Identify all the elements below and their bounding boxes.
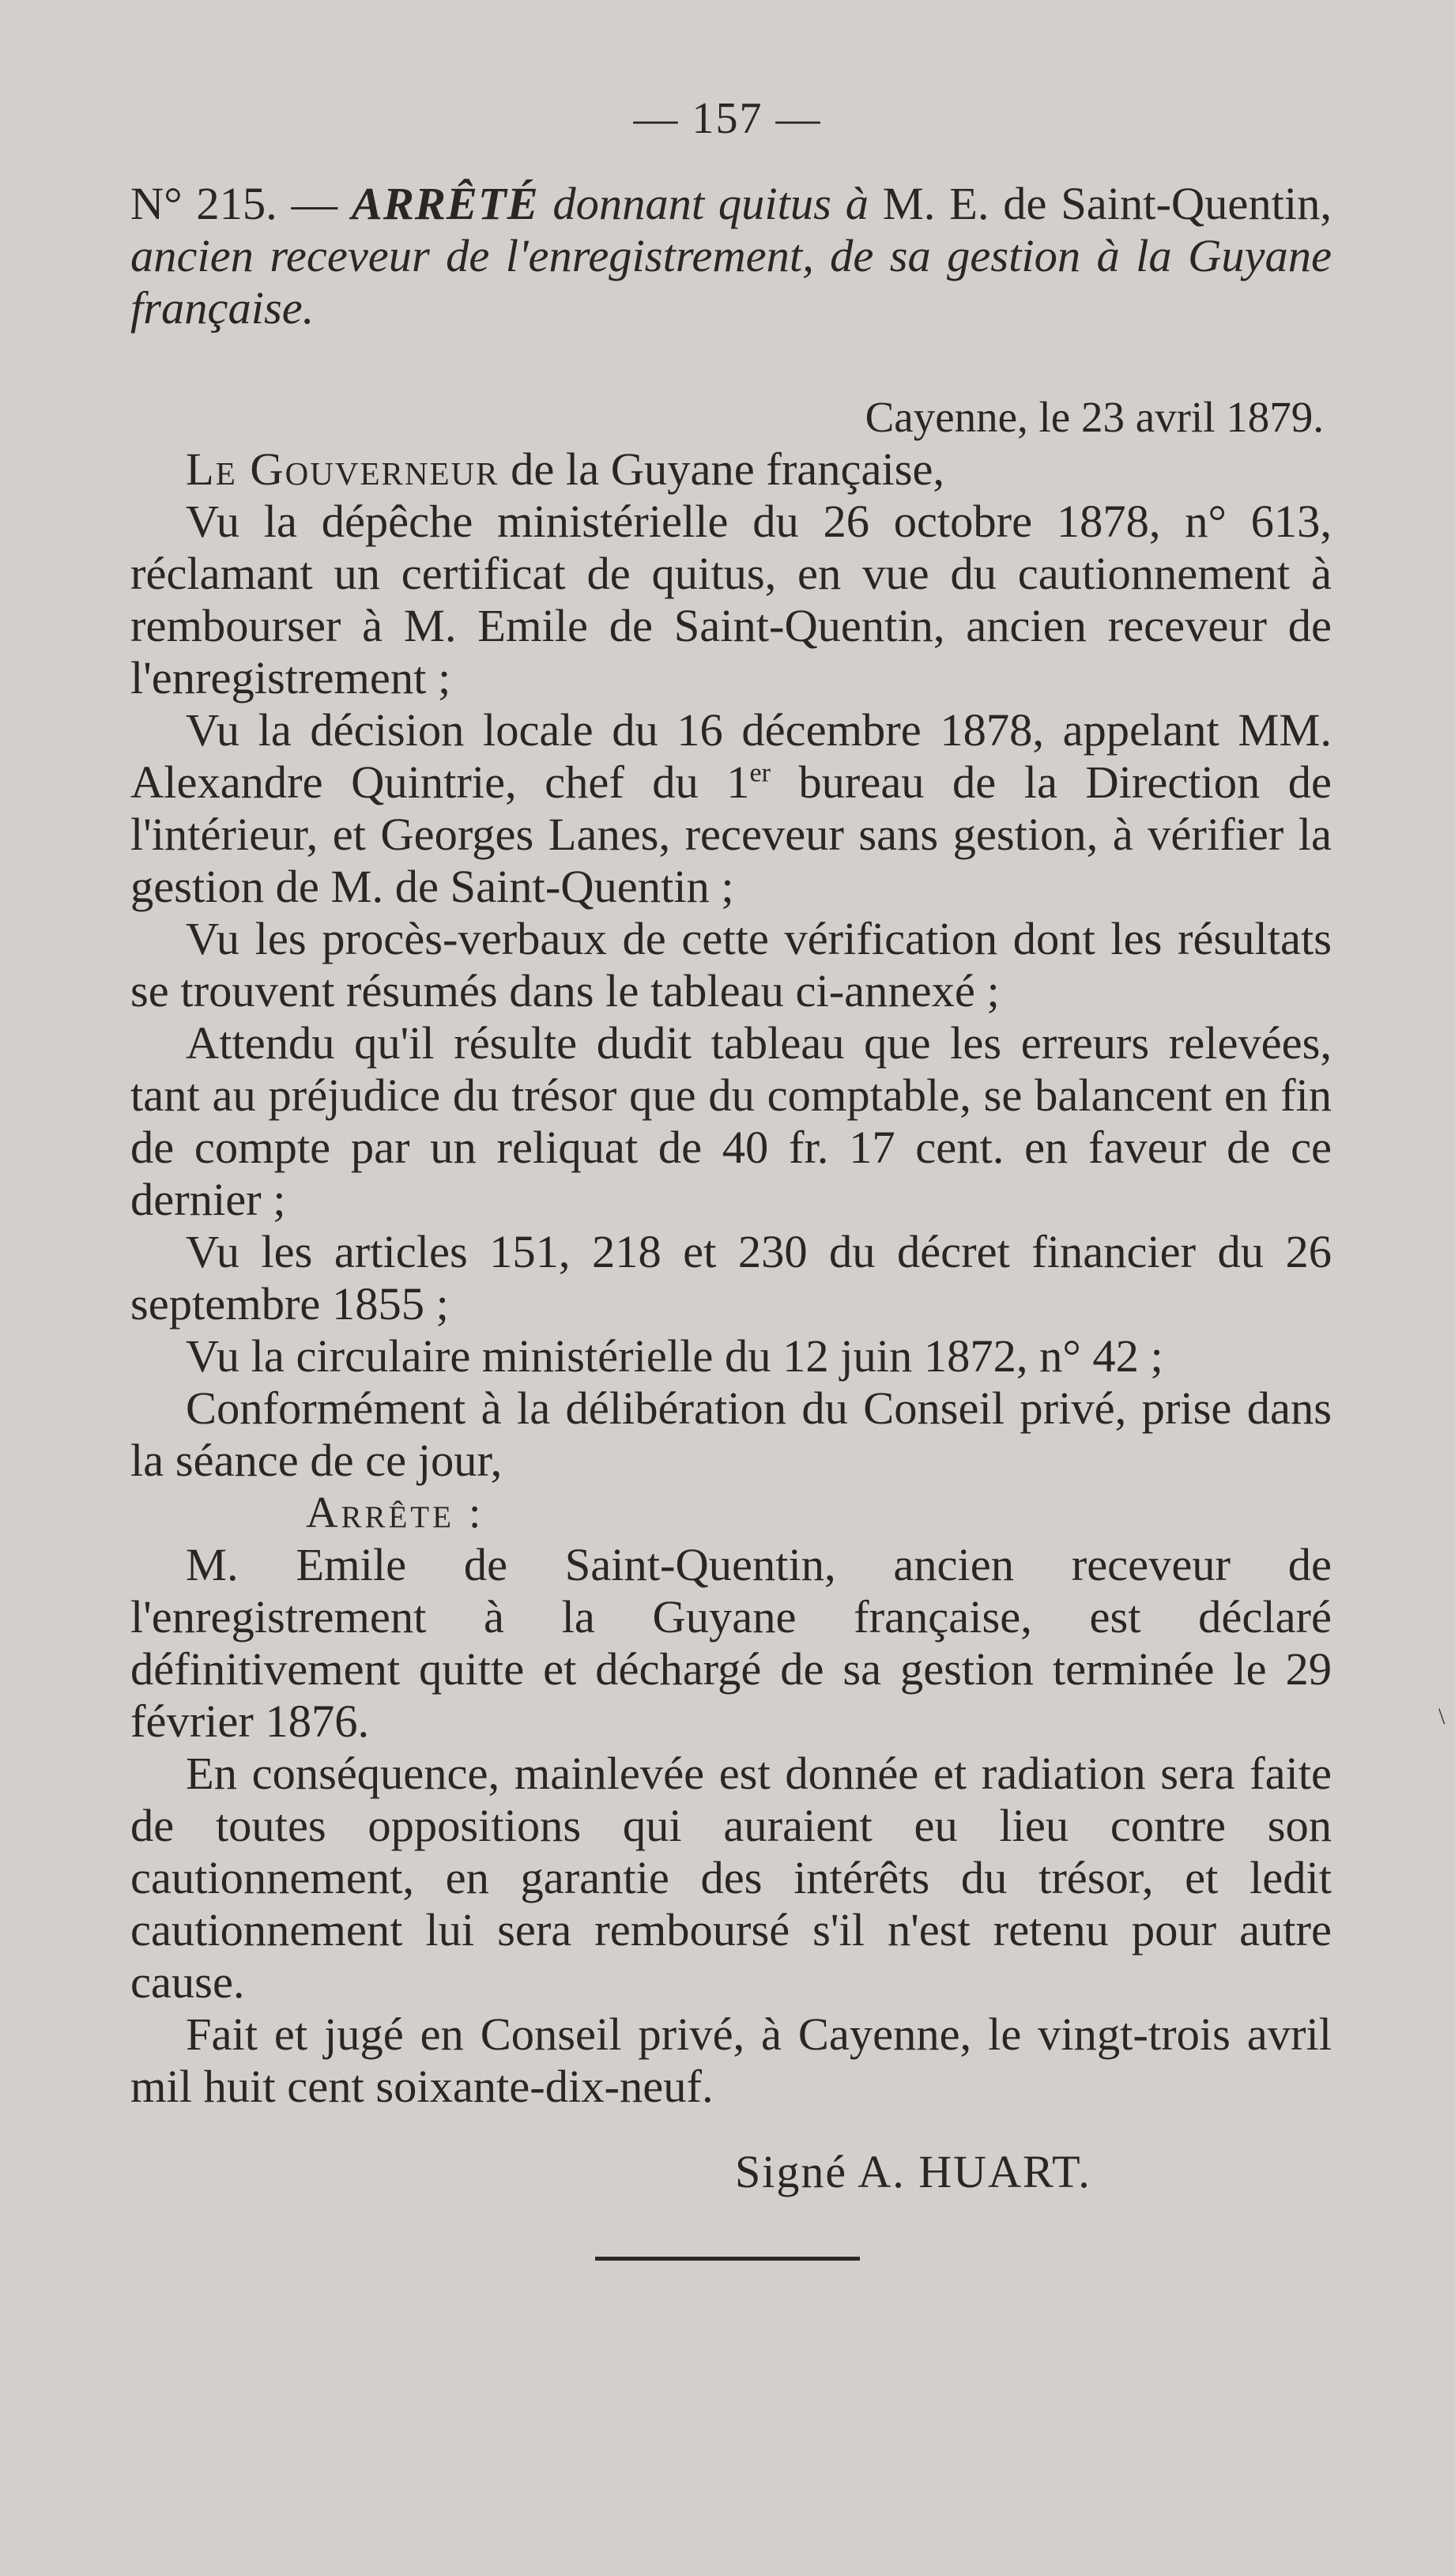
page-number: — 157 — (633, 94, 822, 143)
considerant-paragraph: Attendu qu'il résulte dudit tableau que les erreurs relevées, tant au préjudice du trésor que du comptable, se balancent en fin de compte par un reliquat de 40 fr. 17 cent. en faveur de ce dernier ; (130, 1017, 1332, 1225)
considerant-paragraph: Conformément à la délibération du Conseil privé, prise dans la séance de ce jour, (130, 1382, 1332, 1486)
title-text-b: ancien receveur de l'enregistrement, de sa gestion à la Guyane française. (130, 230, 1332, 334)
considerant-paragraph: Vu la circulaire ministérielle du 12 juin 1872, n° 42 ; (186, 1330, 1163, 1382)
governor-rest: de la Guyane française, (511, 443, 945, 495)
document-body (130, 178, 1332, 2198)
considerant-decision-paragraph (130, 704, 1332, 913)
arrete-heading: Arrête : (306, 1488, 484, 1537)
governor-line (130, 443, 1332, 496)
disposition-paragraph: M. Emile de Saint-Quentin, ancien receveur de l'enregistrement à la Guyane française, est déclaré définitivement quitte et déchargé de sa gestion terminée le 29 février 1876. (130, 1539, 1332, 1747)
governor-caps: Le Gouverneur (186, 443, 499, 495)
title-text-a: donnant quitus à (552, 178, 869, 229)
disposition-paragraph: En conséquence, mainlevée est donnée et radiation sera faite de toutes oppositions qui auraient eu lieu contre son cautionnement, en garantie des intérêts du trésor, et ledit cautionnement lui sera remboursé s'il n'est retenu pour autre cause. (130, 1748, 1332, 2008)
considerant-paragraph: Vu la dépêche ministérielle du 26 octobre 1878, n° 613, réclamant un certificat de quitus, en vue du cautionnement à rembourser à M. Emile de Saint-Quentin, ancien receveur de l'enregistrement ; (130, 496, 1332, 703)
title-arrete-word: ARRÊTÉ (351, 178, 539, 229)
decision-after: bureau de la Direction de l'intérieur, et Georges Lanes, receveur sans gestion, à vérifier la gestion de M. de Saint-Quentin ; (130, 756, 1332, 912)
title-name: M. E. de Saint-Quentin, (882, 178, 1332, 229)
disposition-paragraph: Fait et jugé en Conseil privé, à Cayenne, le vingt-trois avril mil huit cent soixante-dix-neuf. (130, 2008, 1332, 2112)
document-title (130, 178, 1332, 334)
closing-rule (595, 2257, 860, 2261)
decision-superscript: er (749, 758, 771, 788)
title-number: N° 215. — (130, 178, 338, 229)
signature-line: Signé A. HUART. (735, 2146, 1091, 2197)
decision-before: Vu la décision locale du 16 décembre 1878, appelant MM. Alexandre Quintrie, chef du 1 (130, 704, 1332, 808)
considerant-paragraph: Vu les procès-verbaux de cette vérification dont les résultats se trouvent résumés dans le tableau ci-annexé ; (130, 913, 1332, 1016)
margin-mark: \ (1438, 1703, 1446, 1729)
dateline: Cayenne, le 23 avril 1879. (865, 393, 1324, 441)
considerant-paragraph: Vu les articles 151, 218 et 230 du décret financier du 26 septembre 1855 ; (130, 1226, 1332, 1329)
